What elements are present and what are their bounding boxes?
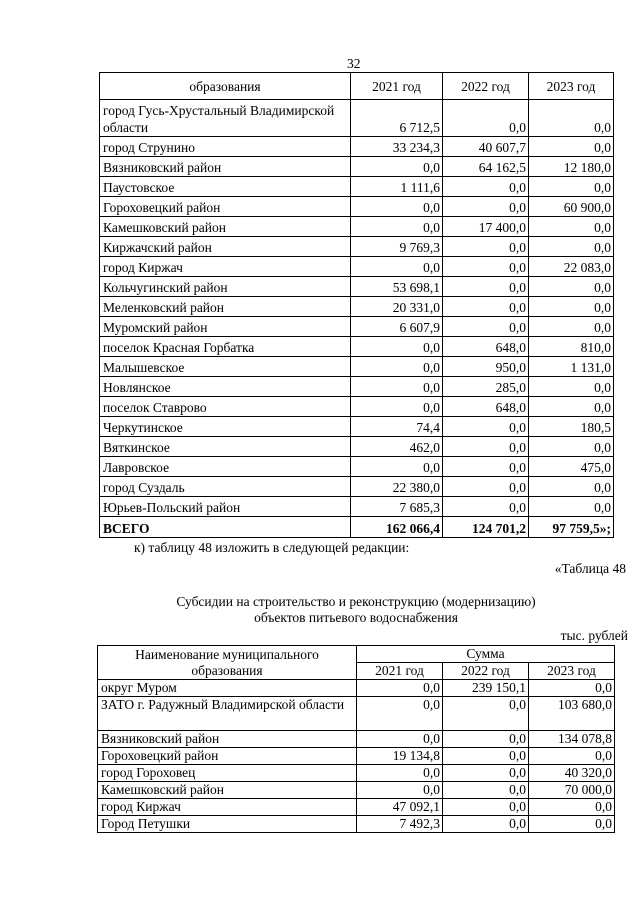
value-2022: 0,0	[443, 100, 529, 137]
table-label: «Таблица 48	[554, 561, 626, 576]
table-row	[100, 277, 614, 297]
value-2023: 0,0	[529, 437, 614, 457]
table-row	[100, 477, 614, 497]
value-2023: 0,0	[529, 799, 615, 816]
municipality-name: ЗАТО г. Радужный Владимирской области	[98, 697, 357, 731]
value-2021: 0,0	[357, 697, 443, 731]
municipality-name: Вязниковский район	[98, 731, 357, 748]
value-2021: 20 331,0	[351, 297, 443, 317]
value-2022: 0,0	[443, 765, 529, 782]
value-2022: 0,0	[443, 457, 529, 477]
table-row	[100, 457, 614, 477]
municipality-name: город Киржач	[98, 799, 357, 816]
water-supply-subsidy-table	[97, 645, 615, 833]
value-2023: 0,0	[529, 816, 615, 833]
value-2021: 0,0	[351, 357, 443, 377]
municipality-name: Кольчугинский район	[100, 277, 351, 297]
value-2022: 40 607,7	[443, 137, 529, 157]
value-2022: 0,0	[443, 799, 529, 816]
value-2022: 0,0	[443, 816, 529, 833]
header-2021: 2021 год	[357, 663, 443, 680]
municipality-name: Лавровское	[100, 457, 351, 477]
municipality-name: город Суздаль	[100, 477, 351, 497]
value-2023: 0,0	[529, 100, 614, 137]
municipality-name: Вязниковский район	[100, 157, 351, 177]
value-2022: 648,0	[443, 397, 529, 417]
value-2022: 0,0	[443, 497, 529, 517]
value-2022: 0,0	[443, 257, 529, 277]
value-2023: 70 000,0	[529, 782, 615, 799]
table-row	[100, 197, 614, 217]
table-row	[100, 377, 614, 397]
value-2021: 47 092,1	[357, 799, 443, 816]
municipality-name: Малышевское	[100, 357, 351, 377]
table-title-line2: объектов питьевого водоснабжения	[254, 610, 458, 625]
municipal-funding-table	[99, 72, 614, 538]
value-2021: 6 607,9	[351, 317, 443, 337]
value-2023: 0,0	[529, 477, 614, 497]
value-2023: 1 131,0	[529, 357, 614, 377]
value-2021: 53 698,1	[351, 277, 443, 297]
table-row	[100, 177, 614, 197]
value-2021: 0,0	[351, 257, 443, 277]
header-2022: 2022 год	[443, 663, 529, 680]
table-row	[98, 816, 615, 833]
table-title-line1: Субсидии на строительство и реконструкцию (модернизацию)	[176, 594, 536, 609]
value-2022: 0,0	[443, 782, 529, 799]
value-2023: 0,0	[529, 217, 614, 237]
value-2023: 0,0	[529, 137, 614, 157]
total-label: ВСЕГО	[100, 517, 351, 538]
value-2022: 950,0	[443, 357, 529, 377]
value-2023: 0,0	[529, 397, 614, 417]
value-2023: 134 078,8	[529, 731, 615, 748]
value-2022: 0,0	[443, 317, 529, 337]
municipality-name: округ Муром	[98, 680, 357, 697]
value-2021: 0,0	[357, 731, 443, 748]
value-2022: 0,0	[443, 731, 529, 748]
value-2023: 60 900,0	[529, 197, 614, 217]
table-row	[100, 437, 614, 457]
header-name-line2: образования	[191, 662, 263, 678]
header-2021: 2021 год	[351, 73, 443, 100]
value-2022: 64 162,5	[443, 157, 529, 177]
value-2021: 7 492,3	[357, 816, 443, 833]
table-row	[100, 217, 614, 237]
municipality-name: город Струнино	[100, 137, 351, 157]
value-2023: 22 083,0	[529, 257, 614, 277]
value-2023: 0,0	[529, 748, 615, 765]
municipality-name: город Киржач	[100, 257, 351, 277]
value-2021: 33 234,3	[351, 137, 443, 157]
municipality-name: поселок Красная Горбатка	[100, 337, 351, 357]
value-2023: 810,0	[529, 337, 614, 357]
table-row	[98, 731, 615, 748]
value-2022: 0,0	[443, 177, 529, 197]
value-2022: 0,0	[443, 277, 529, 297]
value-2022: 0,0	[443, 748, 529, 765]
value-2022: 0,0	[443, 477, 529, 497]
municipality-name: Камешковский район	[100, 217, 351, 237]
table-header-row	[98, 646, 615, 663]
value-2021: 462,0	[351, 437, 443, 457]
header-name-line1: Наименование муниципального	[135, 646, 319, 662]
value-2023: 0,0	[529, 277, 614, 297]
municipality-name: Черкутинское	[100, 417, 351, 437]
table-row	[100, 417, 614, 437]
table-row	[98, 765, 615, 782]
value-2023: 0,0	[529, 237, 614, 257]
table-row	[100, 337, 614, 357]
value-2021: 74,4	[351, 417, 443, 437]
value-2023: 0,0	[529, 377, 614, 397]
total-row	[100, 517, 614, 538]
value-2021: 0,0	[351, 457, 443, 477]
total-2023: 97 759,5»;	[529, 517, 614, 538]
value-2022: 0,0	[443, 697, 529, 731]
value-2023: 0,0	[529, 497, 614, 517]
value-2022: 648,0	[443, 337, 529, 357]
municipality-name: город Гусь-Хрустальный Владимирской области	[100, 100, 351, 137]
table-row	[100, 157, 614, 177]
header-name: образования	[100, 73, 351, 100]
table-row	[100, 257, 614, 277]
table-header-row	[100, 73, 614, 100]
value-2021: 0,0	[351, 377, 443, 397]
header-sum: Сумма	[357, 646, 615, 663]
municipality-name: Город Петушки	[98, 816, 357, 833]
total-2022: 124 701,2	[443, 517, 529, 538]
municipality-name: Гороховецкий район	[98, 748, 357, 765]
value-2021: 0,0	[351, 397, 443, 417]
value-2022: 17 400,0	[443, 217, 529, 237]
value-2022: 239 150,1	[443, 680, 529, 697]
municipality-name: Юрьев-Польский район	[100, 497, 351, 517]
value-2023: 12 180,0	[529, 157, 614, 177]
table-row	[100, 237, 614, 257]
header-name-cell	[98, 646, 357, 680]
table-row	[98, 697, 615, 731]
instruction-text: к) таблицу 48 изложить в следующей редакции:	[134, 540, 410, 555]
table-row	[100, 317, 614, 337]
units-label: тыс. рублей	[560, 628, 628, 643]
municipality-name: Паустовское	[100, 177, 351, 197]
value-2023: 0,0	[529, 177, 614, 197]
municipality-name: Гороховецкий район	[100, 197, 351, 217]
value-2022: 0,0	[443, 297, 529, 317]
total-2021: 162 066,4	[351, 517, 443, 538]
value-2023: 475,0	[529, 457, 614, 477]
table-row	[100, 497, 614, 517]
municipality-name: Вяткинское	[100, 437, 351, 457]
value-2021: 0,0	[351, 217, 443, 237]
table-row	[98, 748, 615, 765]
value-2023: 40 320,0	[529, 765, 615, 782]
municipality-name: Киржачский район	[100, 237, 351, 257]
value-2021: 22 380,0	[351, 477, 443, 497]
value-2023: 0,0	[529, 297, 614, 317]
municipality-name: Камешковский район	[98, 782, 357, 799]
value-2022: 285,0	[443, 377, 529, 397]
table-row	[98, 680, 615, 697]
value-2023: 0,0	[529, 680, 615, 697]
header-2023: 2023 год	[529, 73, 614, 100]
value-2022: 0,0	[443, 417, 529, 437]
value-2021: 9 769,3	[351, 237, 443, 257]
value-2022: 0,0	[443, 437, 529, 457]
value-2023: 180,5	[529, 417, 614, 437]
page-number: 32	[347, 56, 361, 71]
municipality-name: город Гороховец	[98, 765, 357, 782]
header-2023: 2023 год	[529, 663, 615, 680]
table-row	[100, 397, 614, 417]
table-row	[98, 799, 615, 816]
value-2021: 0,0	[351, 157, 443, 177]
table-row	[100, 297, 614, 317]
value-2022: 0,0	[443, 237, 529, 257]
value-2021: 0,0	[357, 680, 443, 697]
table-row	[98, 782, 615, 799]
value-2021: 1 111,6	[351, 177, 443, 197]
municipality-name: Муромский район	[100, 317, 351, 337]
table-row	[100, 357, 614, 377]
value-2021: 6 712,5	[351, 100, 443, 137]
table-row	[100, 100, 614, 137]
municipality-name: Меленковский район	[100, 297, 351, 317]
value-2021: 19 134,8	[357, 748, 443, 765]
header-2022: 2022 год	[443, 73, 529, 100]
value-2021: 0,0	[351, 197, 443, 217]
value-2022: 0,0	[443, 197, 529, 217]
value-2021: 0,0	[357, 765, 443, 782]
table-row	[100, 137, 614, 157]
value-2021: 0,0	[357, 782, 443, 799]
municipality-name: поселок Ставрово	[100, 397, 351, 417]
value-2023: 0,0	[529, 317, 614, 337]
value-2023: 103 680,0	[529, 697, 615, 731]
value-2021: 7 685,3	[351, 497, 443, 517]
municipality-name: Новлянское	[100, 377, 351, 397]
value-2021: 0,0	[351, 337, 443, 357]
